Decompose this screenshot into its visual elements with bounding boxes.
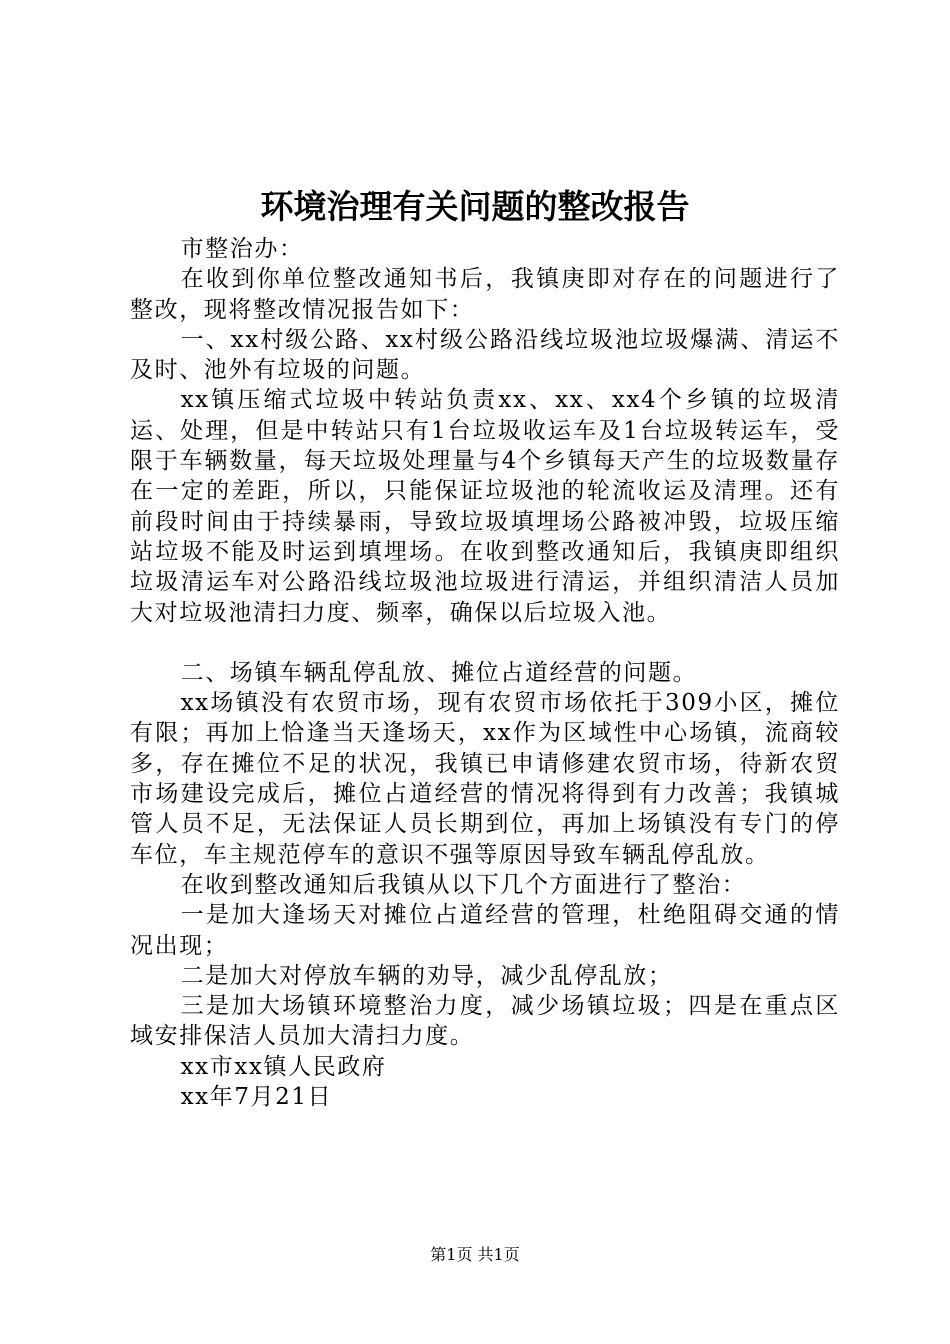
document-body — [130, 234, 840, 1112]
signature-organization: xx市xx镇人民政府 — [180, 1053, 387, 1080]
issue-one-body: xx镇压缩式垃圾中转站负责xx、xx、xx4个乡镇的垃圾清运、处理，但是中转站只有1台垃圾收运车及1台垃圾转运车，受限于车辆数量，每天垃圾处理量与4个乡镇每天产生的垃圾数量存在一定的差距，所以，只能保证垃圾池的轮流收运及清理。还有前段时间由于持续暴雨，导致垃圾填埋场公路被冲毁，垃圾压缩站垃圾不能及时运到填埋场。在收到整改通知后，我镇庚即组织垃圾清运车对公路沿线垃圾池垃圾进行清运，并组织清洁人员加大对垃圾池清扫力度、频率，确保以后垃圾入池。 — [130, 387, 840, 626]
page-footer: 第1页 共1页 — [430, 1245, 520, 1264]
measures-intro: 在收到整改通知后我镇从以下几个方面进行了整治： — [180, 871, 747, 898]
measure-three-four: 三是加大场镇环境整治力度，减少场镇垃圾；四是在重点区域安排保洁人员加大清扫力度。 — [130, 993, 840, 1050]
measure-one: 一是加大逢场天对摊位占道经营的管理，杜绝阻碍交通的情况出现； — [130, 902, 840, 959]
issue-two-heading: 二、场镇车辆乱停乱放、摊位占道经营的问题。 — [180, 659, 698, 686]
issue-two-body: xx场镇没有农贸市场，现有农贸市场依托于309小区，摊位有限；再加上恰逢当天逢场天，xx作为区域性中心场镇，流商较多，存在摊位不足的状况，我镇已申请修建农贸市场，待新农贸市场建设完成后，摊位占道经营的情况将得到有力改善；我镇城管人员不足，无法保证人员长期到位，再加上场镇没有专门的停车位，车主规范停车的意识不强等原因导致车辆乱停乱放。 — [130, 690, 840, 868]
measure-two: 二是加大对停放车辆的劝导，减少乱停乱放； — [180, 962, 673, 989]
salutation: 市整治办： — [180, 236, 304, 262]
signature-date: xx年7月21日 — [180, 1084, 333, 1111]
document-title: 环境治理有关问题的整改报告 — [260, 187, 690, 226]
intro-paragraph: 在收到你单位整改通知书后，我镇庚即对存在的问题进行了整改，现将整改情况报告如下： — [130, 266, 840, 323]
issue-one-heading: 一、xx村级公路、xx村级公路沿线垃圾池垃圾爆满、清运不及时、池外有垃圾的问题。 — [130, 326, 840, 384]
